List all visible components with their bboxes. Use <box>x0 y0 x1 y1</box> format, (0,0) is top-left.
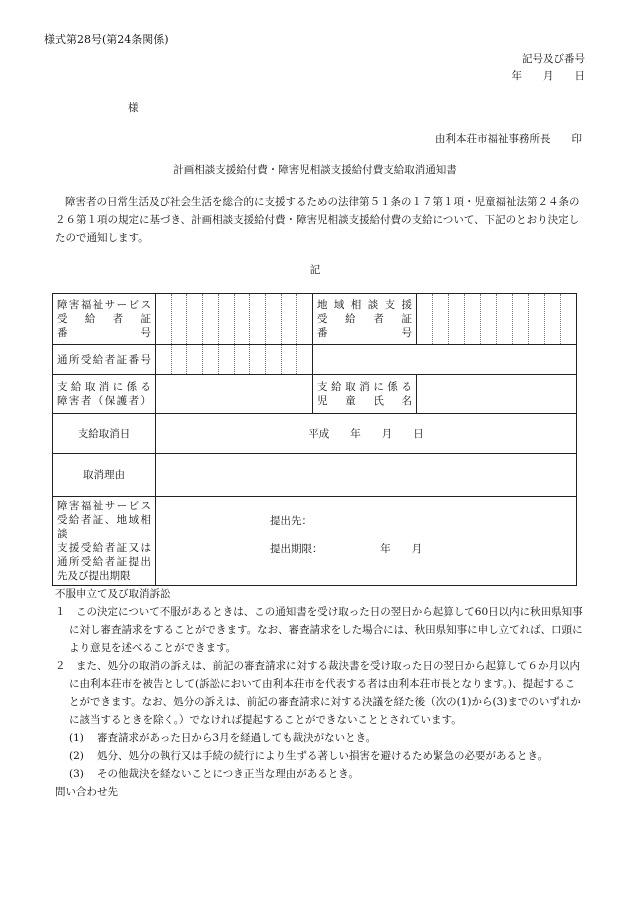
appeal-notes <box>55 585 585 801</box>
date-label: 年 月 日 <box>511 70 585 82</box>
day-service-cert-number-field[interactable] <box>156 345 313 375</box>
cancel-date-value[interactable]: 平成 年 月 日 <box>156 414 577 454</box>
intro-paragraph: 障害者の日常生活及び社会生活を総合的に支援するための法律第５１条の１７第１項・児童福祉法第２４条の２６第１項の規定に基づき、計画相談支援給付費・障害児相談支援給付費の支給について、下記のとおり決定したので通知します。 <box>55 196 580 244</box>
document-title: 計画相談支援給付費・障害児相談支援給付費支給取消通知書 <box>173 164 457 176</box>
sender-name: 由利本荘市福祉事務所長 印 <box>435 133 582 145</box>
submission-destination: 提出先： <box>270 515 312 527</box>
cancel-reason-label: 取消理由 <box>53 454 156 497</box>
day-service-cert-label: 通所受給者証番号 <box>53 345 156 375</box>
blank-cell <box>313 345 577 375</box>
disability-service-cert-label: 障害福祉サービス 受給者証 番号 <box>53 294 156 345</box>
cancelled-child-field[interactable] <box>417 375 577 414</box>
form-number: 様式第28号(第24条関係) <box>44 33 169 46</box>
appeal-item-1: １ この決定について不服があるときは、この通知書を受け取った日の翌日から起算して60日以内に秋田県知事に対し審査請求をすることができます。なお、審査請求をした場合には、秋田県知事に申し立てれば、口頭により意見を述べることができます。 <box>55 606 583 654</box>
appeal-sub-1: (1) 審査請求があった日から3月を経過しても裁決がないとき。 <box>69 732 377 744</box>
cancel-date-label: 支給取消日 <box>53 414 156 454</box>
cancel-reason-field[interactable] <box>156 454 577 497</box>
cancelled-person-field[interactable] <box>156 375 313 414</box>
cancelled-child-label: 支給取消に係る 児童氏名 <box>313 375 417 414</box>
addressee-suffix: 様 <box>128 102 139 114</box>
ki-heading: 記 <box>309 264 321 276</box>
contact-label: 問い合わせ先 <box>55 786 118 798</box>
submission-info[interactable] <box>156 497 577 586</box>
submission-deadline: 提出期限： 年 月 <box>270 543 423 555</box>
cancelled-person-label: 支給取消に係る 障害者（保護者） <box>53 375 156 414</box>
community-support-cert-number-field[interactable] <box>417 294 577 345</box>
community-support-cert-label: 地域相談支援 受給者証 番号 <box>313 294 417 345</box>
appeal-item-2: ２ また、処分の取消の訴えは、前記の審査請求に対する裁決書を受け取った日の翌日から起算して６か月以内に由利本荘市を被告として(訴訟において由利本荘市を代表する者は由利本荘市長となります。)、提起することができます。なお、処分の訴えは、前記の審査請求に対する決議を経た後（次の(1)から(3)までのいずれかに該当するときを除く。）でなければ提起することができないこととされています。 <box>55 660 581 726</box>
appeal-heading: 不服申立て及び取消訴訟 <box>55 588 171 600</box>
details-table <box>52 293 577 586</box>
disability-service-cert-number-field[interactable] <box>156 294 313 345</box>
appeal-sub-3: (3) その他裁決を経ないことにつき正当な理由があるとき。 <box>69 768 359 780</box>
appeal-sub-2: (2) 処分、処分の執行又は手続の続行により生ずる著しい損害を避けるため緊急の必要があるとき。 <box>69 750 549 762</box>
reference-number-label: 記号及び番号 <box>522 53 585 65</box>
submission-label: 障害福祉サービス 受給者証、地域相談 支援受給者証又は 通所受給者証提出 先及び提出期限 <box>53 497 156 586</box>
